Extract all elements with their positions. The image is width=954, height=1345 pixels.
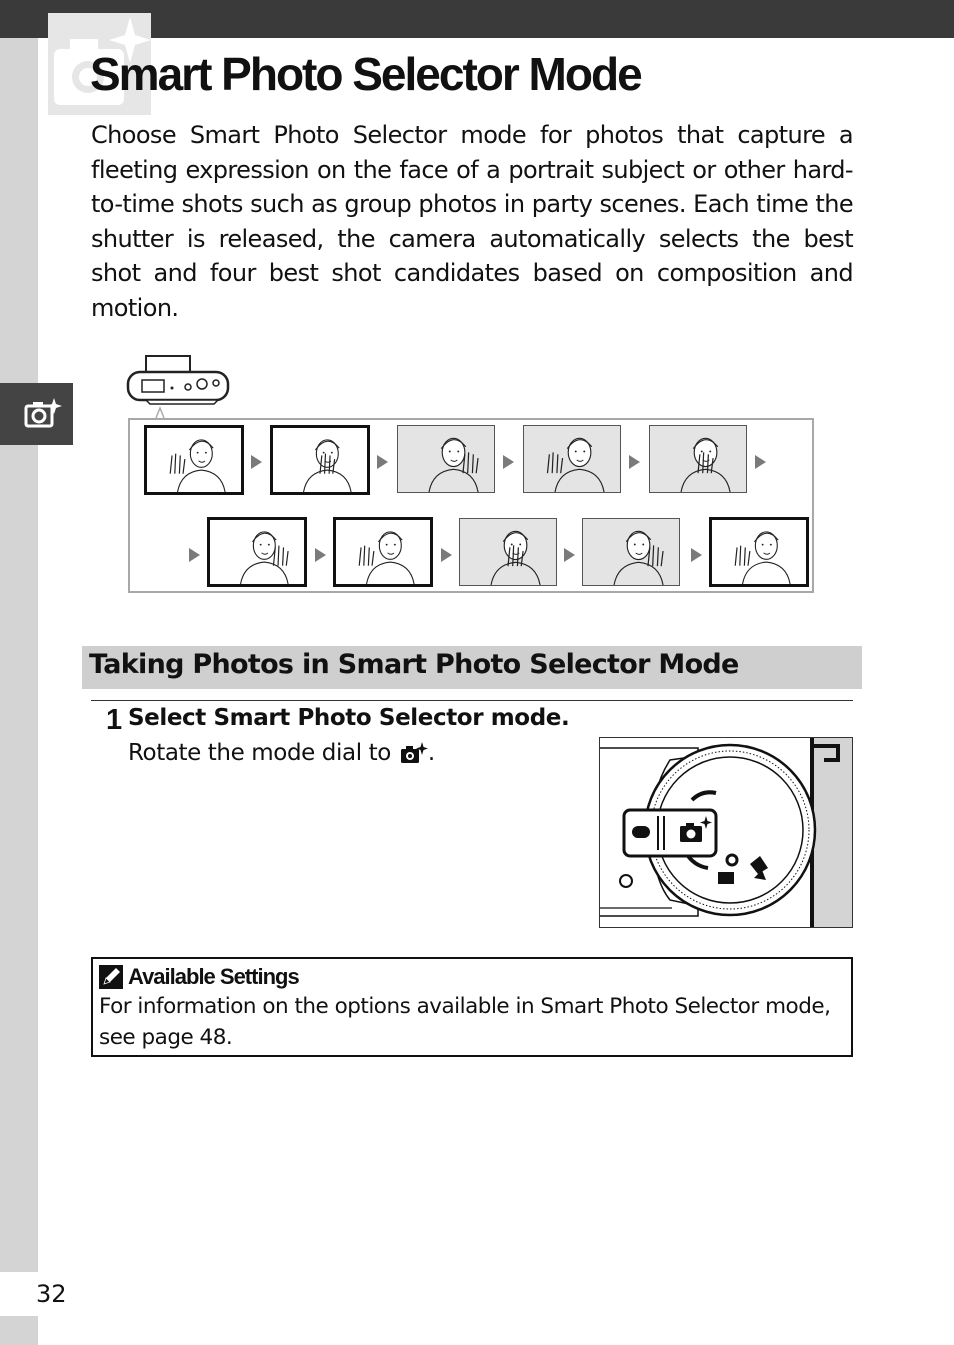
step-number: 1 <box>106 704 123 736</box>
best-shot-frame <box>207 517 307 587</box>
section-title: Taking Photos in Smart Photo Selector Mode <box>89 649 739 680</box>
portrait-sketch <box>460 519 556 585</box>
best-shot-frame <box>709 517 809 587</box>
side-strip-bottom <box>0 1316 38 1345</box>
sequence-arrow <box>755 455 766 469</box>
best-shot-frame <box>144 425 244 495</box>
candidate-frame <box>582 518 680 586</box>
page-number: 32 <box>36 1280 67 1308</box>
candidate-frame <box>649 425 747 493</box>
portrait-sketch <box>650 426 746 492</box>
photo-sequence-illustration <box>128 418 814 593</box>
best-shot-frame <box>333 517 433 587</box>
sequence-arrow <box>691 548 702 562</box>
best-shot-frame <box>270 425 370 495</box>
portrait-sketch <box>712 520 806 584</box>
section-heading <box>82 646 862 689</box>
step-divider <box>91 700 853 701</box>
intro-paragraph: Choose Smart Photo Selector mode for photos that capture a fleeting expression on the face of a portrait subject or other hard-to-time shots such as group photos in party scenes. Each time the shutter is released, the camera automatically selects the best shot and four best shot candidates based on composition and motion. <box>91 121 853 322</box>
step-title: Select Smart Photo Selector mode. <box>128 705 570 731</box>
pencil-note-icon <box>99 965 123 989</box>
candidate-frame <box>523 425 621 493</box>
page-title: Smart Photo Selector Mode <box>90 48 641 100</box>
sequence-arrow <box>251 455 262 469</box>
sequence-arrow <box>629 455 640 469</box>
camera-illustration <box>126 354 230 420</box>
step-instruction-text: Rotate the mode dial to <box>128 740 391 766</box>
portrait-sketch <box>583 519 679 585</box>
portrait-sketch <box>524 426 620 492</box>
portrait-sketch <box>336 520 430 584</box>
sequence-arrow <box>441 548 452 562</box>
portrait-sketch <box>147 428 241 492</box>
side-strip <box>0 38 38 1272</box>
chapter-tab[interactable] <box>0 383 73 445</box>
candidate-frame <box>397 425 495 493</box>
sequence-arrow <box>564 548 575 562</box>
sequence-arrow <box>315 548 326 562</box>
smart-photo-selector-icon <box>400 742 428 764</box>
note-body: For information on the options available in Smart Photo Selector mode, see page 48. <box>99 994 831 1050</box>
smart-photo-selector-icon <box>24 396 62 432</box>
sequence-arrow <box>377 455 388 469</box>
portrait-sketch <box>398 426 494 492</box>
portrait-sketch <box>210 520 304 584</box>
step-instruction <box>128 737 435 769</box>
sequence-arrow <box>503 455 514 469</box>
available-settings-note <box>91 957 853 1057</box>
candidate-frame <box>459 518 557 586</box>
portrait-sketch <box>273 428 367 492</box>
mode-dial-illustration <box>599 737 853 928</box>
note-title: Available Settings <box>128 964 299 989</box>
step-instruction-suffix: . <box>427 740 435 766</box>
sequence-arrow <box>189 548 200 562</box>
note-header <box>99 963 299 991</box>
